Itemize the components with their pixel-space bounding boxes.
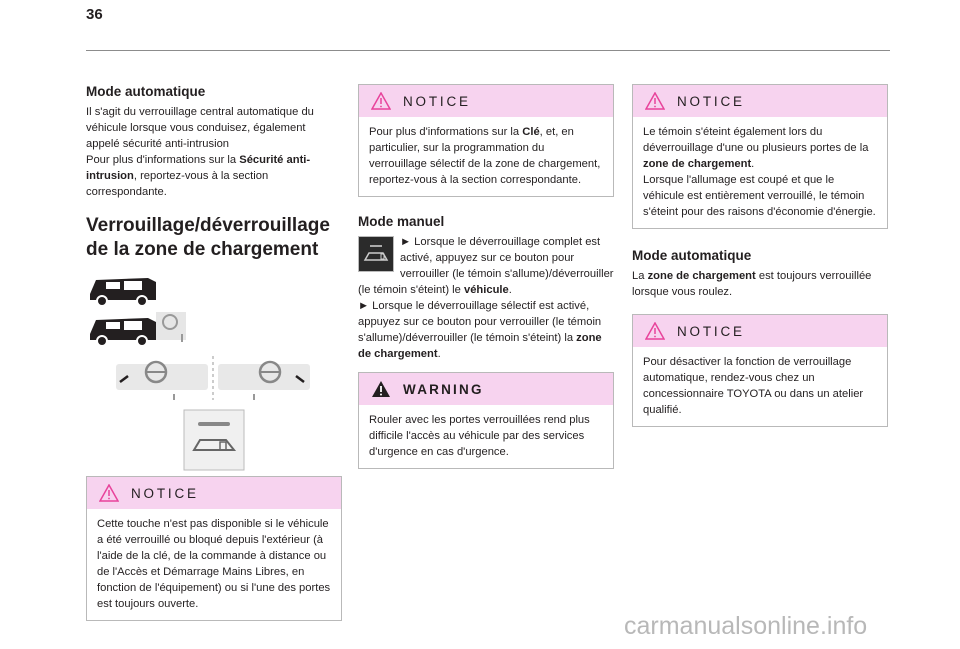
steering-wheel-icon — [116, 356, 310, 400]
notice-title: NOTICE — [677, 93, 745, 109]
notice-triangle-icon — [645, 322, 665, 340]
auto-mode-text-b: Pour plus d'informations sur la Sécurité anti-intrusion, reportez-vous à la section correspondante. — [86, 154, 311, 198]
notice-text: Pour désactiver la fonction de verrouillage automatique, rendez-vous chez un concessionnaire TOYOTA ou dans un atelier qualifié. — [643, 356, 864, 416]
auto-mode-text: La zone de chargement est toujours verrouillée lorsque vous roulez. — [632, 270, 872, 298]
notice-text-a: Le témoin s'éteint également lors du déverrouillage d'une ou plusieurs portes de la zone de chargement. — [643, 126, 869, 170]
warning-triangle-icon — [371, 380, 391, 398]
watermark: carmanualsonline.info — [624, 612, 868, 640]
notice-triangle-icon — [99, 484, 119, 502]
notice-title: NOTICE — [403, 93, 471, 109]
column-1 — [86, 84, 342, 621]
header-divider — [86, 50, 890, 51]
warning-box — [358, 372, 614, 469]
notice-text: Pour plus d'informations sur la Clé, et, en particulier, sur la programmation du verrouillage sélectif de la zone de chargement, reportez-vous à la section correspondante. — [369, 126, 601, 186]
notice-triangle-icon — [371, 92, 391, 110]
notice-box-4 — [632, 314, 888, 427]
notice-box-3 — [632, 84, 888, 229]
notice-text-b: Lorsque l'allumage est coupé et que le véhicule est entièrement verrouillé, le témoin s'éteint pour des raisons d'économie d'énergie. — [643, 174, 876, 218]
notice-box-1 — [86, 476, 342, 621]
notice-box-2 — [358, 84, 614, 197]
section-title-manual: Mode manuel — [358, 214, 445, 229]
section-title-auto-mode-2: Mode automatique — [632, 248, 752, 263]
column-3 — [632, 84, 888, 427]
van-icon — [86, 262, 342, 472]
section-title-auto-mode: Mode automatique — [86, 84, 206, 99]
vehicle-illustration — [86, 262, 342, 472]
lock-button-icon — [184, 410, 244, 470]
warning-text: Rouler avec les portes verrouillées rend plus difficile l'accès au véhicule par des services d'urgence en cas d'urgence. — [369, 414, 590, 458]
manual-text-1: ► Lorsque le déverrouillage complet est activé, appuyez sur ce bouton pour verrouiller (le témoin s'allume)/déverrouiller (le témoin s'éteint) le véhicule. — [358, 236, 614, 296]
auto-mode-text-a: Il s'agit du verrouillage central automatique du véhicule lorsque vous conduisez, également appelé sécurité anti-intrusion — [86, 106, 314, 150]
notice-title: NOTICE — [677, 323, 745, 339]
notice-title: NOTICE — [131, 485, 199, 501]
lock-button-icon — [358, 236, 394, 272]
manual-text-2: ► Lorsque le déverrouillage sélectif est activé, appuyez sur ce bouton pour verrouiller (le témoin s'allume)/déverrouiller (le témoin s'éteint) la zone de chargement. — [358, 300, 602, 360]
notice-text: Cette touche n'est pas disponible si le véhicule a été verrouillé ou bloqué depuis l'extérieur (à l'aide de la clé, de la commande à distance ou de l'Accès et Démarrage Mains Libres, en fonction de l'équipement) ou si l'une des portes est toujours ouverte. — [97, 518, 331, 610]
section-title-lock-line1: Verrouillage/déverrouillage — [86, 215, 330, 236]
column-2 — [358, 84, 614, 469]
page-number: 36 — [86, 6, 103, 23]
notice-triangle-icon — [645, 92, 665, 110]
section-title-lock-line2: de la zone de chargement — [86, 239, 319, 260]
warning-title: WARNING — [403, 381, 484, 397]
